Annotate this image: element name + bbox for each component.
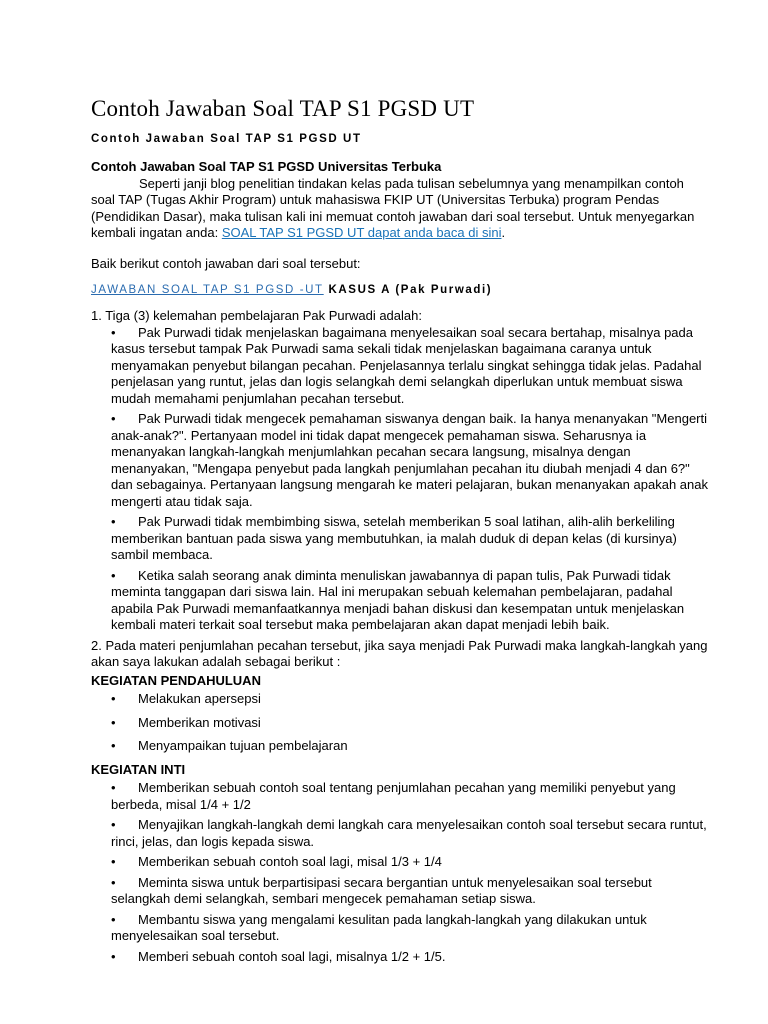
- list-item-text: Membantu siswa yang mengalami kesulitan pada langkah-langkah yang dilakukan untuk menyelesaikan soal tersebut.: [111, 911, 647, 943]
- list-item: [91, 912, 708, 945]
- list-item: [91, 568, 708, 634]
- question-1: 1. Tiga (3) kelemahan pembelajaran Pak Purwadi adalah:: [91, 308, 422, 323]
- list-item: [91, 854, 708, 871]
- q1-bullet-list: [91, 325, 708, 634]
- list-item: [91, 817, 708, 850]
- list-item: [91, 411, 708, 510]
- list-item-text: Melakukan apersepsi: [138, 691, 261, 706]
- bullet-icon: •: [111, 854, 116, 869]
- list-item: [91, 325, 708, 408]
- bullet-icon: •: [111, 817, 116, 832]
- list-item-text: Memberi sebuah contoh soal lagi, misalnya 1/2 + 1/5.: [138, 948, 446, 964]
- list-item: [91, 715, 708, 732]
- jawaban-link[interactable]: JAWABAN SOAL TAP S1 PGSD -UT: [91, 284, 324, 296]
- list-item-text: Memberikan sebuah contoh soal tentang penjumlahan pecahan yang memiliki penyebut yang berbeda, misal 1/4 + 1/2: [111, 780, 676, 812]
- list-item: [91, 875, 708, 908]
- list-item: [91, 691, 708, 708]
- intro-text: Seperti janji blog penelitian tindakan kelas pada tulisan sebelumnya yang menampilkan contoh soal TAP (Tugas Akhir Program) untuk mahasiswa FKIP UT (Universitas Terbuka) program Pendas (Pendidikan Dasar), maka tulisan kali ini memuat contoh jawaban dari soal tersebut. Untuk menyegarkan kembali ingatan anda:: [91, 175, 695, 240]
- inti-list: [91, 780, 708, 965]
- bullet-icon: •: [111, 874, 116, 890]
- list-item-text: Pak Purwadi tidak menjelaskan bagaimana menyelesaikan soal secara bertahap, misalnya pada kasus tersebut tampak Pak Purwadi sama sekali tidak menjelaskan bagaimana caranya untuk menyamakan penyebut bilangan pecahan. Penjelasannya terlalu singkat sehingga tidak jelas. Padahal penjelasan yang runtut, jelas dan logis selangkah demi selangkah diperlukan untuk membuat siswa mudah memahami penjumlahan pecahan tersebut.: [111, 324, 702, 406]
- page-title: Contoh Jawaban Soal TAP S1 PGSD UT: [91, 96, 475, 121]
- pendahuluan-list: [91, 691, 708, 755]
- list-item: [91, 949, 708, 966]
- bullet-icon: •: [111, 738, 116, 753]
- jawaban-heading: [91, 282, 708, 298]
- list-item: [91, 780, 708, 813]
- subtitle: Contoh Jawaban Soal TAP S1 PGSD UT: [91, 133, 362, 145]
- list-item-text: Menyajikan langkah-langkah demi langkah cara menyelesaikan contoh soal tersebut secara runtut, rinci, jelas, dan logis kepada siswa.: [111, 817, 707, 849]
- list-item-text: Memberikan sebuah contoh soal lagi, misal 1/3 + 1/4: [138, 854, 442, 869]
- list-item-text: Ketika salah seorang anak diminta menuliskan jawabannya di papan tulis, Pak Purwadi tidak meminta tanggapan dari siswa lain. Hal ini merupakan sebuah kelemahan pembelajaran, padahal apabila Pak Purwadi memanfaatkannya menjadi bahan diskusi dan kesempatan untuk menjelaskan kembali materi terkait soal tersebut maka pembelajaran akan dapat menjadi lebih baik.: [111, 567, 685, 632]
- list-item-text: Pak Purwadi tidak mengecek pemahaman siswanya dengan baik. Ia hanya menanyakan "Mengerti anak-anak?". Pertanyaan model ini tidak dapat mengecek pemahaman siswa. Seharusnya ia menanyakan langkah-langkah menjumlahkan pecahan secara langsung, misalnya dengan menanyakan, "Mengapa penyebut pada langkah penjumlahan pecahan itu diubah menjadi 4 dan 6?" dan sebagainya. Pertanyaan langsung mengarah ke materi pelajaran, bukan menanyakan apakah anak mengerti atau tidak saja.: [111, 411, 708, 509]
- bullet-icon: •: [111, 411, 116, 426]
- list-item: [91, 738, 708, 755]
- intro-end: .: [501, 225, 506, 240]
- list-item-text: Menyampaikan tujuan pembelajaran: [138, 738, 348, 753]
- bullet-icon: •: [111, 948, 116, 964]
- baik-text: Baik berikut contoh jawaban dari soal tersebut:: [91, 255, 361, 271]
- bullet-icon: •: [111, 514, 116, 529]
- question-2: 2. Pada materi penjumlahan pecahan tersebut, jika saya menjadi Pak Purwadi maka langkah-langkah yang akan saya lakukan adalah sebagai berikut :: [91, 637, 708, 669]
- bullet-icon: •: [111, 780, 116, 795]
- bullet-icon: •: [111, 714, 116, 730]
- intro-paragraph: [91, 176, 708, 242]
- section-heading-pendahuluan: KEGIATAN PENDAHULUAN: [91, 672, 261, 688]
- list-item-text: Meminta siswa untuk berpartisipasi secara bergantian untuk menyelesaikan soal tersebut selangkah demi selangkah, sembari mengecek pemahaman setiap siswa.: [111, 874, 652, 906]
- list-item: [91, 514, 708, 564]
- lead-heading: Contoh Jawaban Soal TAP S1 PGSD Universitas Terbuka: [91, 159, 442, 174]
- list-item-text: Pak Purwadi tidak membimbing siswa, setelah memberikan 5 soal latihan, alih-alih berkeliling memberikan bantuan pada siswa yang membutuhkan, ia malah duduk di depan kelas (di kursinya) sambil membaca.: [111, 514, 677, 562]
- kasus-label: KASUS A (Pak Purwadi): [323, 284, 493, 296]
- bullet-icon: •: [111, 691, 116, 706]
- section-heading-inti: KEGIATAN INTI: [91, 761, 186, 777]
- bullet-icon: •: [111, 567, 116, 583]
- bullet-icon: •: [111, 324, 116, 340]
- soal-tap-link[interactable]: SOAL TAP S1 PGSD UT dapat anda baca di sini: [221, 225, 502, 240]
- list-item-text: Memberikan motivasi: [138, 714, 261, 730]
- bullet-icon: •: [111, 911, 116, 927]
